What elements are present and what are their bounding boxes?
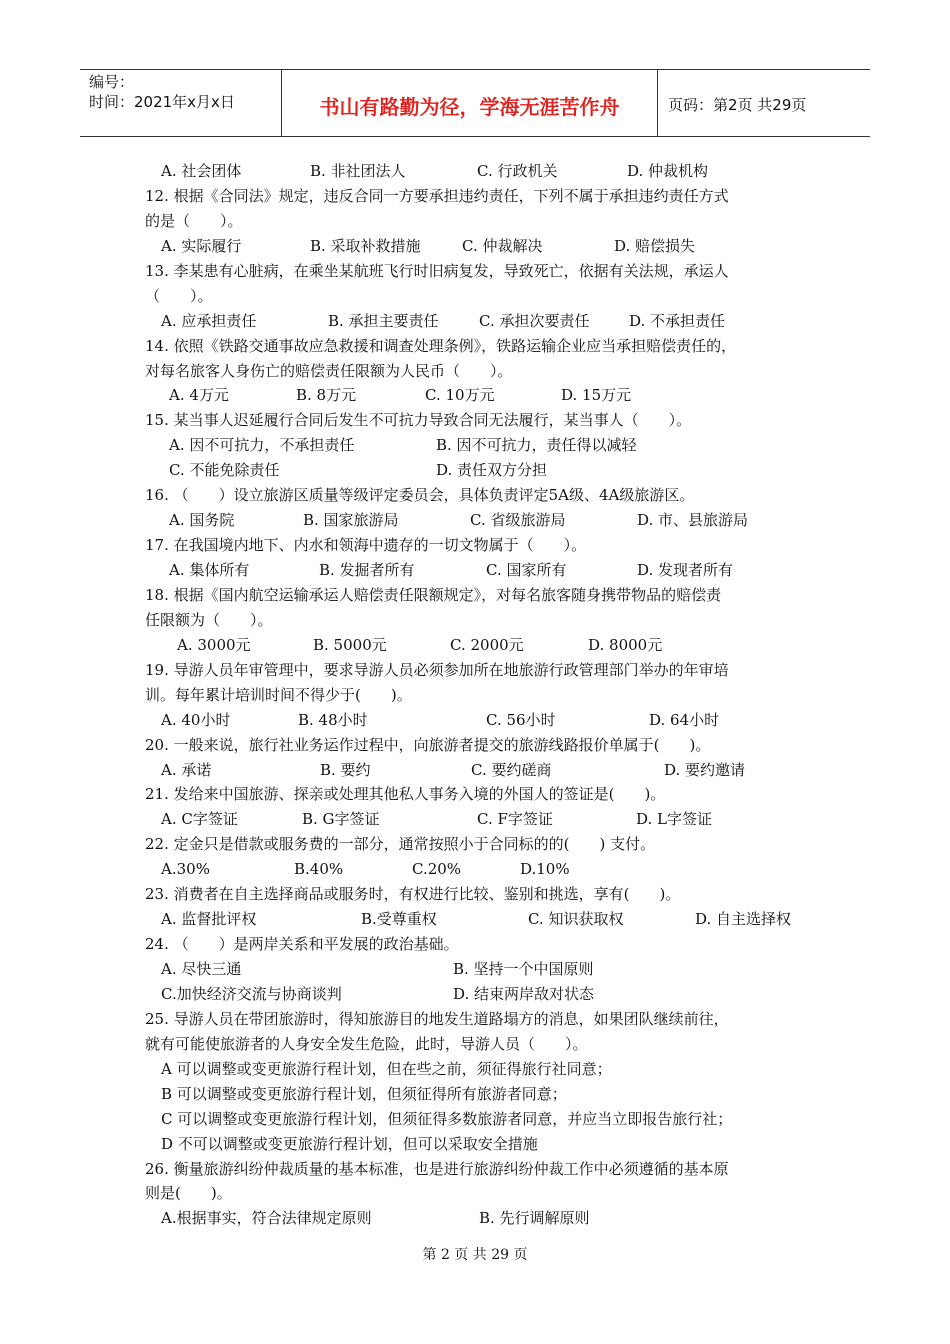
q25-option-a: A 可以调整或变更旅游行程计划，但在些之前，须征得旅行社同意；: [161, 1059, 612, 1078]
q16-options: [145, 508, 815, 533]
q24-text-1: 24. （ ）是两岸关系和平发展的政治基础。: [145, 935, 459, 954]
q16-option-c: C. 省级旅游局: [470, 511, 566, 530]
q23-option-c: C. 知识获取权: [528, 910, 624, 929]
q24-option-b: B. 坚持一个中国原则: [453, 960, 594, 978]
q15-options-row2: [145, 458, 815, 483]
q20-option-b: B. 要约: [320, 760, 371, 779]
q11-option-c: C. 行政机关: [477, 162, 558, 180]
q22-option-a: A.30%: [161, 860, 210, 879]
page-header: [80, 69, 870, 137]
q17-option-b: B. 发掘者所有: [319, 561, 415, 579]
q12-option-d: D. 赔偿损失: [614, 236, 696, 255]
q17-option-a: A. 集体所有: [169, 561, 250, 579]
q20-text-1: 20. 一般来说，旅行社业务运作过程中，向旅游者提交的旅游线路报价单属于( )。: [145, 735, 711, 754]
q12-option-c: C. 仲裁解决: [462, 236, 543, 255]
q18-text-2: 任限额为（ ）。: [145, 610, 273, 629]
q15-text-1: 15. 某当事人迟延履行合同后发生不可抗力导致合同无法履行，某当事人（ ）。: [145, 411, 692, 430]
q16-option-d: D. 市、县旅游局: [637, 511, 749, 530]
q21-option-b: B. G字签证: [302, 810, 380, 829]
q13-option-a: A. 应承担责任: [161, 311, 257, 330]
q15-option-b: B. 因不可抗力，责任得以减轻: [436, 436, 637, 455]
q19-options: [145, 708, 815, 733]
q18-option-c: C. 2000元: [450, 635, 524, 654]
q26-options-row1: [145, 1206, 815, 1231]
q15-option-a: A. 因不可抗力，不承担责任: [169, 436, 355, 455]
q16-text-1: 16. （ ）设立旅游区质量等级评定委员会，具体负责评定5A级、4A级旅游区。: [145, 486, 695, 505]
q12-option-b: B. 采取补救措施: [310, 236, 421, 255]
q13-option-d: D. 不承担责任: [629, 311, 726, 330]
q17-text-1: 17. 在我国境内地下、内水和领海中遗存的一切文物属于（ ）。: [145, 536, 587, 555]
q25-option-d: D 不可以调整或变更旅游行程计划，但可以采取安全措施: [161, 1134, 538, 1153]
page-footer: 第 2 页 共 29 页: [422, 1247, 528, 1263]
q11-options: [145, 159, 815, 184]
q13-option-c: C. 承担次要责任: [479, 311, 590, 330]
q22-option-d: D.10%: [520, 860, 570, 879]
q23-options: [145, 907, 815, 932]
q17-option-c: C. 国家所有: [486, 561, 567, 579]
q20-option-d: D. 要约邀请: [664, 760, 746, 779]
q18-options: [145, 633, 815, 658]
q26-text-2: 则是( )。: [145, 1184, 232, 1203]
q21-options: [145, 807, 815, 832]
q13-options: [145, 309, 815, 334]
q25-option-b: B 可以调整或变更旅游行程计划，但须征得所有旅游者同意；: [161, 1084, 567, 1103]
q18-option-d: D. 8000元: [588, 635, 663, 654]
q24-option-d: D. 结束两岸敌对状态: [453, 984, 595, 1003]
q17-options: [145, 558, 815, 583]
q13-text-2: （ ）。: [145, 286, 213, 305]
q19-text-2: 训。每年累计培训时间不得少于( )。: [145, 685, 412, 704]
q22-text-1: 22. 定金只是借款或服务费的一部分，通常按照小于合同标的的( ) 支付。: [145, 835, 656, 854]
q25-text-1: 25. 导游人员在带团旅游时，得知旅游目的地发生道路塌方的消息，如果团队继续前往，: [145, 1009, 729, 1028]
q11-option-b: B. 非社团法人: [310, 162, 406, 180]
q19-option-d: D. 64小时: [649, 710, 720, 729]
q23-option-b: B.受尊重权: [361, 910, 437, 929]
q18-text-1: 18. 根据《国内航空运输承运人赔偿责任限额规定》，对每名旅客随身携带物品的赔偿责: [145, 585, 722, 604]
q12-text-1: 12. 根据《合同法》规定，违反合同一方要承担违约责任，下列不属于承担违约责任方式: [145, 186, 729, 205]
q23-option-a: A. 监督批评权: [161, 910, 257, 929]
q17-option-d: D. 发现者所有: [637, 561, 734, 579]
q23-option-d: D. 自主选择权: [695, 910, 792, 929]
q18-option-a: A. 3000元: [177, 635, 251, 654]
q20-options: [145, 758, 815, 783]
q14-option-d: D. 15万元: [561, 386, 632, 405]
q22-option-b: B.40%: [294, 860, 344, 879]
q12-option-a: A. 实际履行: [161, 236, 242, 255]
q20-option-c: C. 要约磋商: [471, 760, 552, 779]
q14-text-1: 14. 依照《铁路交通事故应急救援和调查处理条例》，铁路运输企业应当承担赔偿责任的，: [145, 336, 737, 355]
q14-option-c: C. 10万元: [425, 386, 495, 405]
q11-option-a: A. 社会团体: [161, 162, 242, 180]
q24-options-row2: [145, 982, 815, 1007]
q19-option-a: A. 40小时: [161, 710, 231, 729]
header-info: [80, 70, 282, 136]
q21-text-1: 21. 发给来中国旅游、探亲或处理其他私人事务入境的外国人的签证是( )。: [145, 785, 666, 804]
q24-options-row1: [145, 957, 815, 982]
header-motto: 书山有路勤为径，学海无涯苦作舟: [282, 70, 658, 136]
q22-options: [145, 857, 815, 882]
q14-options: [145, 383, 815, 408]
document-number-label: 编号：: [89, 73, 135, 91]
q25-option-c: C 可以调整或变更旅游行程计划，但须征得多数旅游者同意，并应当立即报告旅行社；: [161, 1109, 733, 1128]
q23-text-1: 23. 消费者在自主选择商品或服务时，有权进行比较、鉴别和挑选，享有( )。: [145, 885, 681, 904]
document-date: 时间：2021年x月x日: [89, 93, 235, 111]
q21-option-c: C. F字签证: [477, 810, 553, 829]
q26-option-b: B. 先行调解原则: [479, 1209, 590, 1228]
q13-option-b: B. 承担主要责任: [328, 311, 439, 330]
q20-option-a: A. 承诺: [161, 760, 212, 779]
q19-text-1: 19. 导游人员年审管理中，要求导游人员必须参加所在地旅游行政管理部门举办的年审培: [145, 660, 729, 679]
q16-option-b: B. 国家旅游局: [303, 511, 399, 530]
q12-options: [145, 234, 815, 259]
q12-text-2: 的是（ ）。: [145, 211, 243, 230]
q19-option-b: B. 48小时: [298, 710, 368, 729]
q24-option-c: C.加快经济交流与协商谈判: [161, 984, 342, 1003]
q14-text-2: 对每名旅客人身伤亡的赔偿责任限额为人民币（ ）。: [145, 361, 513, 380]
q15-options-row1: [145, 433, 815, 458]
q11-option-d: D. 仲裁机构: [627, 162, 709, 180]
q24-option-a: A. 尽快三通: [161, 960, 242, 978]
q14-option-a: A. 4万元: [169, 386, 229, 405]
q16-option-a: A. 国务院: [169, 511, 235, 530]
header-page-number: 页码：第2页 共29页: [668, 95, 807, 114]
q13-text-1: 13. 李某患有心脏病，在乘坐某航班飞行时旧病复发，导致死亡，依据有关法规，承运人: [145, 261, 729, 280]
exam-content: [145, 159, 815, 1231]
q21-option-d: D. L字签证: [636, 810, 712, 829]
q19-option-c: C. 56小时: [486, 710, 556, 729]
q15-option-d: D. 责任双方分担: [436, 461, 548, 480]
q25-text-2: 就有可能使旅游者的人身安全发生危险，此时，导游人员（ ）。: [145, 1034, 588, 1053]
q26-text-1: 26. 衡量旅游纠纷仲裁质量的基本标准，也是进行旅游纠纷仲裁工作中必须遵循的基本原: [145, 1159, 729, 1178]
q21-option-a: A. C字签证: [161, 810, 238, 829]
q18-option-b: B. 5000元: [313, 635, 387, 654]
q14-option-b: B. 8万元: [296, 386, 357, 405]
q26-option-a: A.根据事实，符合法律规定原则: [161, 1209, 372, 1228]
q22-option-c: C.20%: [412, 860, 462, 879]
q15-option-c: C. 不能免除责任: [169, 461, 280, 480]
